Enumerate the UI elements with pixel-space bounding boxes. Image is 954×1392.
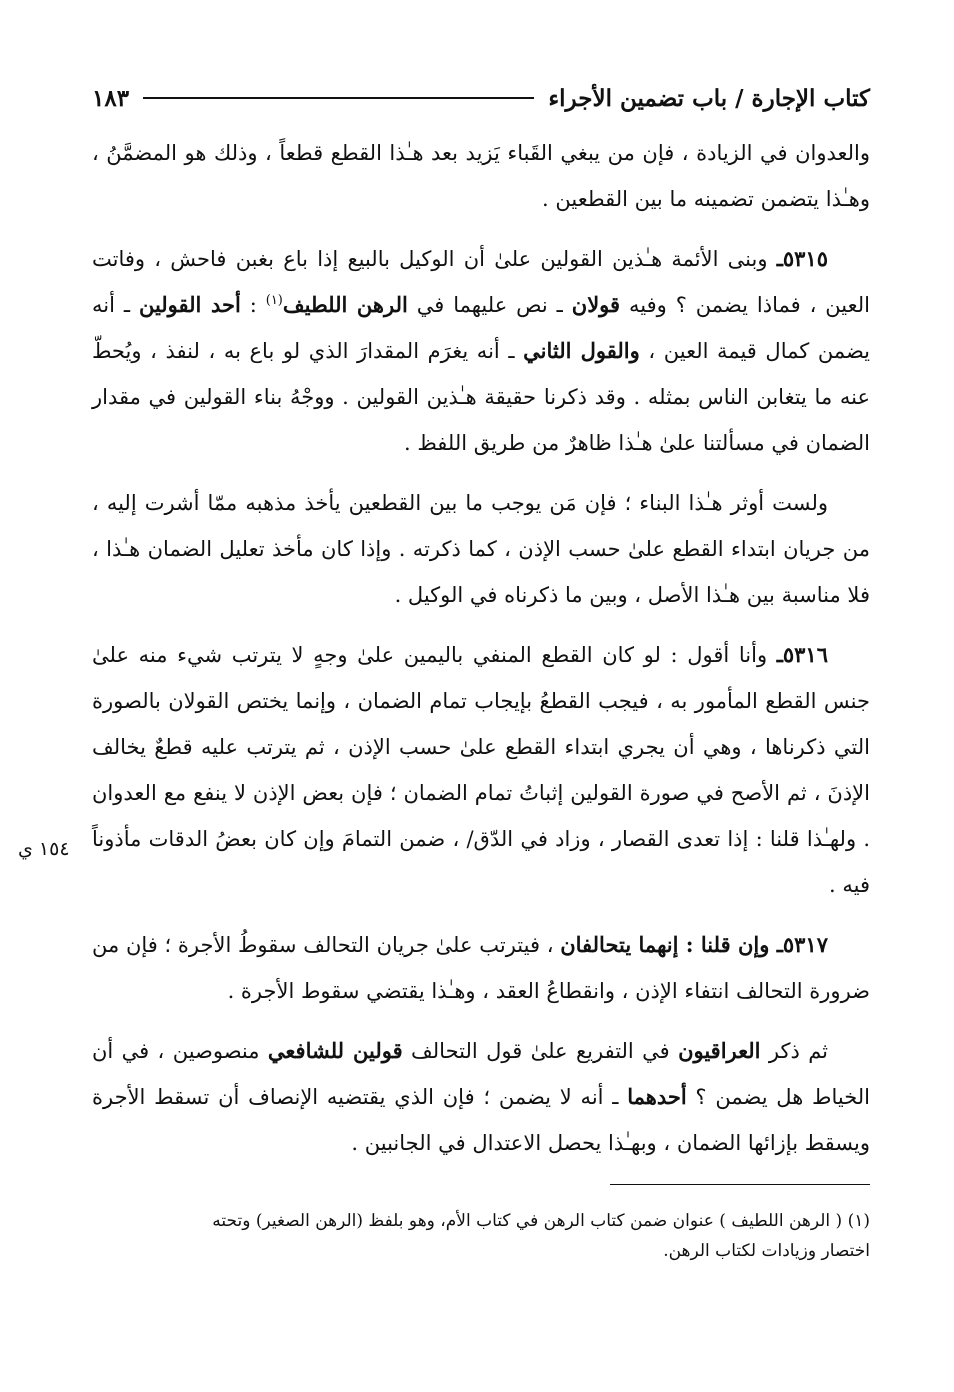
body-text <box>92 130 870 1166</box>
bold-term: العراقيون <box>678 1038 761 1063</box>
text-run: ـ أنه يغرَم المقدارَ الذي لو باع به ، لنفذ ، ويُحطّ عنه ما يتغابن الناس بمثله . وقد ذكرنا حقيقة هـٰذين القولين . ووجْهُ بناء القولين في مقدار الضمان في مسألتنا علىٰ هـٰذا ظاهرٌ من طريق اللفظ . <box>92 339 870 455</box>
bold-term: قولان <box>571 292 621 317</box>
bold-term: والقول الثاني <box>523 338 640 363</box>
text-run: في التفريع علىٰ قول التحالف <box>402 1039 679 1063</box>
text-run: وبنى الأئمة هـٰذين القولين علىٰ أن الوكيل بالبيع إذا باع بغبن فاحش ، وفاتت العين ، فماذا يضمن ؟ وفيه <box>92 247 870 317</box>
text-run: ـ نص عليهما في <box>407 293 572 317</box>
margin-folio-note: ١٥٤ ي <box>18 838 70 860</box>
paragraph-1 <box>92 130 870 222</box>
paragraph-3 <box>92 480 870 618</box>
text-run: وأنا أقول : لو كان القطع المنفي باليمين علىٰ وجهٍ لا يترتب شيء منه علىٰ جنس القطع المأمور به ، فيجب القطعُ بإيجاب تمام الضمان ، وإنما يختص القولان بالصورة التي ذكرناها ، وهي أن يجري ابتداء القطع علىٰ حسب الإذن ، ثم يترتب عليه قطعٌ يخالف الإذنَ ، ثم الأصح في صورة القولين إثباتُ تمام الضمان ؛ فإن بعض الإذن لا ينفع مع العدوان . ولهـٰذا قلنا : إذا تعدى القصار ، وزاد في الدّق/ ، ضمن التمامَ وإن كان بعضُ الدقات مأذوناً فيه . <box>92 643 870 897</box>
bold-term: أحد القولين <box>138 292 241 317</box>
paragraph-5315 <box>92 236 870 466</box>
bold-term: قولين للشافعي <box>267 1038 403 1063</box>
bold-term: أحدهما <box>627 1084 687 1109</box>
text-run: ، فيترتب علىٰ جريان التحالف سقوطُ الأجرة ؛ فإن من ضرورة التحالف انتفاء الإذن ، وانقطاعُ العقد ، وهـٰذا يقتضي سقوط الأجرة . <box>92 933 870 1003</box>
text-run: ثم ذكر <box>760 1039 829 1063</box>
text-run: منصوصين ، في أن الخياط هل يضمن ؟ <box>92 1039 871 1109</box>
bold-term: ٥٣١٦ـ <box>776 642 828 667</box>
text-run: : <box>240 293 266 317</box>
paragraph-6 <box>92 1028 870 1166</box>
page-number: ١٨٣ <box>92 84 130 112</box>
bold-term: الرهن اللطيف <box>282 292 408 317</box>
footnote-line-2: اختصار وزيادات لكتاب الرهن. <box>663 1241 870 1261</box>
paragraph-5317 <box>92 922 870 1014</box>
text-run: ـ أنه لا يضمن ؛ فإن الذي يقتضيه الإنصاف أن تسقط الأجرة ويسقط بإزائها الضمان ، وبهـٰذا يحصل الاعتدال في الجانبين . <box>92 1085 870 1155</box>
text-run: ـ أنه يضمن كمال قيمة العين ، <box>92 293 871 363</box>
bold-term: ٥٣١٥ـ <box>776 246 828 271</box>
running-header <box>92 78 870 118</box>
footnote <box>92 1206 870 1266</box>
text-run: والعدوان في الزيادة ، فإن من يبغي القَباء يَزيد بعد هـٰذا القطع قطعاً ، وذلك هو المضمَّنُ ، وهـٰذا يتضمن تضمينه ما بين القطعين . <box>92 141 870 211</box>
paragraph-5316 <box>92 632 870 908</box>
text-run: ولست أوثر هـٰذا البناء ؛ فإن مَن يوجب ما بين القطعين يأخذ مذهبه ممّا أشرت إليه ، من جريان ابتداء القطع علىٰ حسب الإذن ، كما ذكرته . وإذا كان مأخذ تعليل الضمان هـٰذا ، فلا مناسبة بين هـٰذا الأصل ، وبين ما ذكرناه في الوكيل . <box>92 491 870 607</box>
bold-term: ٥٣١٧ـ وإن قلنا : إنهما يتحالفان <box>560 932 828 957</box>
header-rule <box>143 97 534 99</box>
footnote-ref: (١) <box>265 293 283 308</box>
footnote-line-1: (١) ( الرهن اللطيف ) عنوان ضمن كتاب الرهن في كتاب الأم، وهو بلفظ (الرهن الصغير) وتحته <box>212 1211 870 1231</box>
footnote-rule <box>610 1184 870 1185</box>
header-title: كتاب الإجارة / باب تضمين الأجراء <box>548 84 870 112</box>
